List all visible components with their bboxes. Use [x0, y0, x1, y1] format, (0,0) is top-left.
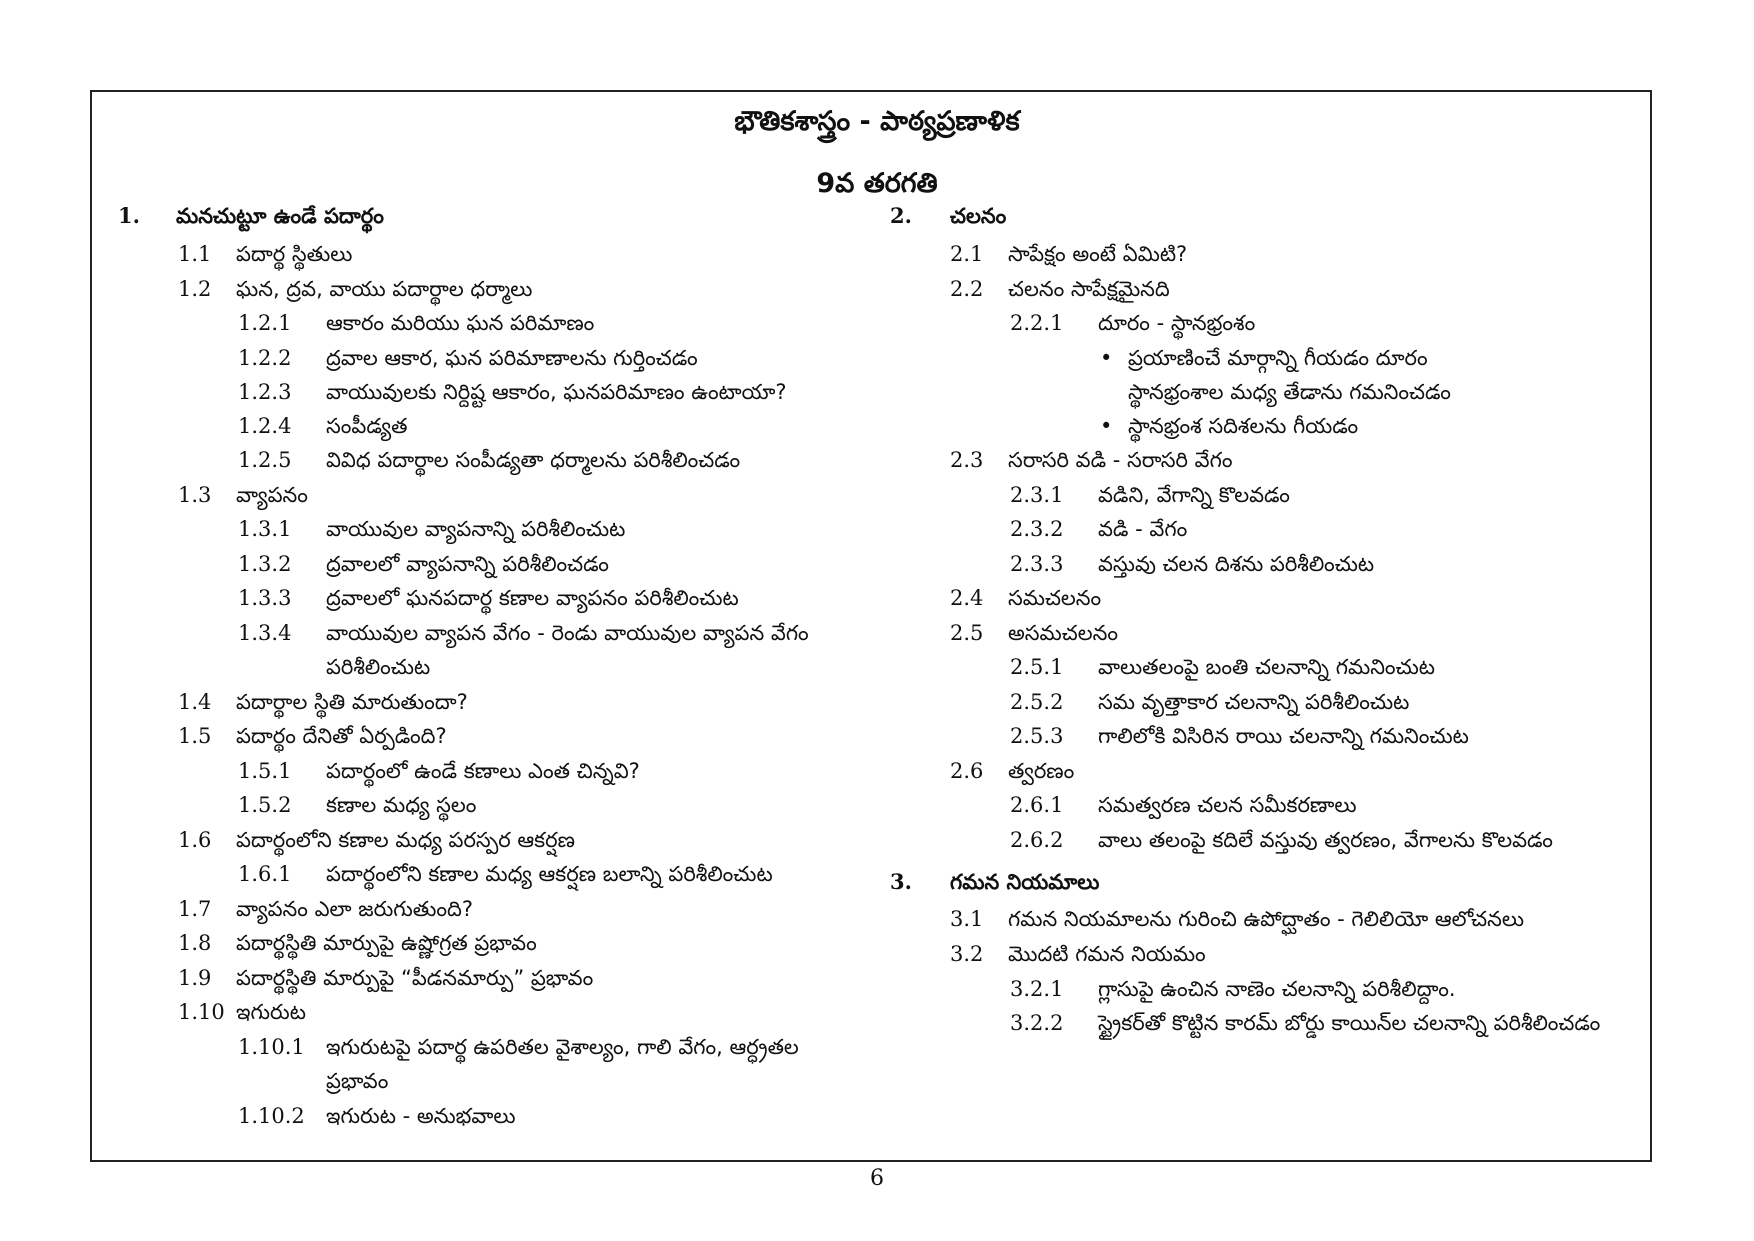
item-number: 1.2: [178, 277, 212, 301]
item-number: 2.: [890, 203, 912, 228]
item-text: వ్యాపనం ఎలా జరుగుతుంది?: [236, 897, 474, 921]
page-title: భౌతికశాస్త్రం - పాఠ్యప్రణాళిక: [734, 106, 1020, 137]
item-text: మనచుట్టూ ఉండే పదార్థం: [176, 204, 384, 228]
item-text: సంపీడ్యత: [326, 414, 408, 438]
item-number: 3.2: [950, 942, 984, 966]
item-text: పదార్థం దేనితో ఏర్పడింది?: [236, 724, 447, 748]
item-text: దూరం - స్థానభ్రంశం: [1098, 311, 1256, 335]
item-text: ఇగురుట: [236, 1000, 306, 1024]
item-text: చలనం సాపేక్షమైనది: [1008, 277, 1170, 301]
item-text: ద్రవాలలో ఘనపదార్థ కణాల వ్యాపనం పరిశీలించుట: [326, 586, 739, 610]
item-number: 1.10.1: [238, 1035, 305, 1059]
page-number: 6: [870, 1166, 884, 1191]
item-number: 1.3.4: [238, 621, 292, 645]
item-number: 1.2.2: [238, 346, 292, 370]
item-text: వివిధ పదార్థాల సంపీడ్యతా ధర్మాలను పరిశీలించడం: [326, 448, 741, 472]
item-text: వడి - వేగం: [1098, 517, 1188, 541]
item-number: 2.2.1: [1010, 311, 1064, 335]
item-number: 1.7: [178, 897, 212, 921]
item-number: 2.4: [950, 586, 984, 610]
class-title: 9వ తరగతి: [816, 168, 938, 199]
item-text: వాలు తలంపై కదిలే వస్తువు త్వరణం, వేగాలను కొలవడం: [1098, 828, 1553, 852]
item-text: ఘన, ద్రవ, వాయు పదార్థాల ధర్మాలు: [236, 277, 533, 301]
item-number: 2.2: [950, 277, 984, 301]
item-number: 3.: [890, 869, 912, 894]
item-number: 1.2.3: [238, 380, 292, 404]
item-number: 1.2.4: [238, 414, 292, 438]
item-number: 3.2.2: [1010, 1011, 1064, 1035]
item-text: పదార్థంలోని కణాల మధ్య పరస్పర ఆకర్షణ: [236, 828, 575, 852]
item-text: చలనం: [950, 204, 1007, 228]
item-text: గ్లాసుపై ఉంచిన నాణెం చలనాన్ని పరిశీలిద్దాం.: [1098, 977, 1456, 1001]
item-text: స్ట్రైకర్‌తో కొట్టిన కారమ్ బోర్డు కాయిన్‌ల చలనాన్ని పరిశీలించడం: [1098, 1011, 1601, 1035]
item-text: సమ వృత్తాకార చలనాన్ని పరిశీలించుట: [1098, 690, 1410, 714]
item-number: 2.5.2: [1010, 690, 1064, 714]
item-text: పరిశీలించుట: [326, 655, 431, 679]
item-number: 3.2.1: [1010, 977, 1064, 1001]
bullet-icon: •: [1100, 346, 1113, 370]
item-number: 1.5.1: [238, 759, 292, 783]
item-number: 1.3.3: [238, 586, 292, 610]
item-text: వాయువుల వ్యాపనాన్ని పరిశీలించుట: [326, 517, 626, 541]
item-text: గమన నియమాలు: [950, 870, 1100, 894]
item-number: 1.3.2: [238, 552, 292, 576]
item-text: వ్యాపనం: [236, 483, 308, 507]
item-number: 2.5.1: [1010, 655, 1064, 679]
item-number: 1.5: [178, 724, 212, 748]
item-text: స్థానభ్రంశాల మధ్య తేడాను గమనించడం: [1128, 380, 1451, 404]
item-text: వస్తువు చలన దిశను పరిశీలించుట: [1098, 552, 1375, 576]
item-number: 2.3.3: [1010, 552, 1064, 576]
item-text: సాపేక్షం అంటే ఏమిటి?: [1008, 242, 1188, 266]
item-number: 1.1: [178, 242, 212, 266]
item-number: 2.6: [950, 759, 984, 783]
item-number: 2.3.2: [1010, 517, 1064, 541]
item-number: 2.3.1: [1010, 483, 1064, 507]
item-text: ప్రభావం: [326, 1069, 389, 1093]
item-number: 1.5.2: [238, 793, 292, 817]
item-text: పదార్థ స్థితులు: [236, 242, 353, 266]
item-text: పదార్థంలోని కణాల మధ్య ఆకర్షణ బలాన్ని పరిశీలించుట: [326, 862, 773, 886]
item-text: ఇగురుట - అనుభవాలు: [326, 1104, 516, 1128]
item-number: 1.4: [178, 690, 212, 714]
item-text: ప్రయాణించే మార్గాన్ని గీయడం దూరం: [1128, 346, 1428, 370]
item-text: పదార్థస్థితి మార్పుపై “పీడనమార్పు” ప్రభావం: [236, 966, 594, 990]
item-text: కణాల మధ్య స్థలం: [326, 793, 477, 817]
item-number: 1.3: [178, 483, 212, 507]
item-number: 1.2.1: [238, 311, 292, 335]
item-number: 2.5.3: [1010, 724, 1064, 748]
item-text: సరాసరి వడి - సరాసరి వేగం: [1008, 448, 1233, 472]
item-text: వాయువులకు నిర్దిష్ట ఆకారం, ఘనపరిమాణం ఉంటాయా?: [326, 380, 787, 404]
item-text: ద్రవాల ఆకార, ఘన పరిమాణాలను గుర్తించడం: [326, 346, 698, 370]
item-number: 2.3: [950, 448, 984, 472]
item-number: 1.9: [178, 966, 212, 990]
item-text: వాయువుల వ్యాపన వేగం - రెండు వాయువుల వ్యాపన వేగం: [326, 621, 809, 645]
item-number: 1.3.1: [238, 517, 292, 541]
item-text: మొదటి గమన నియమం: [1008, 942, 1206, 966]
item-number: 3.1: [950, 907, 984, 931]
item-number: 1.6: [178, 828, 212, 852]
item-text: ఇగురుటపై పదార్థ ఉపరితల వైశాల్యం, గాలి వేగం, ఆర్ధ్రతల: [326, 1035, 799, 1059]
item-number: 1.10: [178, 1000, 225, 1024]
item-text: ఆకారం మరియు ఘన పరిమాణం: [326, 311, 595, 335]
item-text: పదార్థాల స్థితి మారుతుందా?: [236, 690, 468, 714]
bullet-icon: •: [1100, 414, 1113, 438]
item-text: ద్రవాలలో వ్యాపనాన్ని పరిశీలించడం: [326, 552, 609, 576]
item-text: అసమచలనం: [1008, 621, 1118, 645]
item-number: 1.10.2: [238, 1104, 305, 1128]
item-text: గమన నియమాలను గురించి ఉపోద్ఘాతం - గెలిలియో ఆలోచనలు: [1008, 907, 1525, 931]
item-number: 2.6.1: [1010, 793, 1064, 817]
item-text: పదార్థస్థితి మార్పుపై ఉష్ణోగ్రత ప్రభావం: [236, 931, 537, 955]
item-number: 1.: [118, 203, 140, 228]
item-number: 2.1: [950, 242, 984, 266]
item-text: సమచలనం: [1008, 586, 1102, 610]
item-number: 1.6.1: [238, 862, 292, 886]
item-number: 2.6.2: [1010, 828, 1064, 852]
item-text: సమత్వరణ చలన సమీకరణాలు: [1098, 793, 1357, 817]
item-text: పదార్థంలో ఉండే కణాలు ఎంత చిన్నవి?: [326, 759, 640, 783]
item-number: 1.8: [178, 931, 212, 955]
item-text: వడిని, వేగాన్ని కొలవడం: [1098, 483, 1290, 507]
item-text: గాలిలోకి విసిరిన రాయి చలనాన్ని గమనించుట: [1098, 724, 1469, 748]
item-text: స్థానభ్రంశ సదిశలను గీయడం: [1128, 414, 1359, 438]
item-number: 1.2.5: [238, 448, 292, 472]
item-text: వాలుతలంపై బంతి చలనాన్ని గమనించుట: [1098, 655, 1436, 679]
item-text: త్వరణం: [1008, 759, 1075, 783]
item-number: 2.5: [950, 621, 984, 645]
